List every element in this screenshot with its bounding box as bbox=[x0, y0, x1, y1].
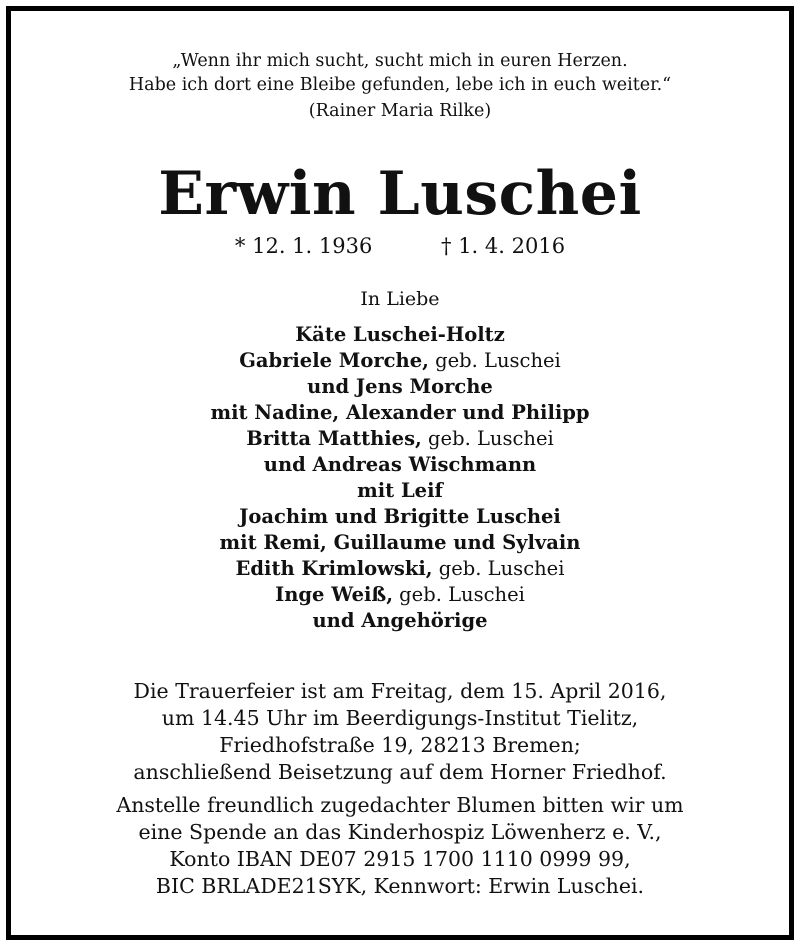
funeral-info bbox=[0, 678, 800, 786]
mourner-name: Britta Matthies, bbox=[246, 427, 422, 450]
funeral-info-line: Friedhofstraße 19, 28213 Bremen; bbox=[219, 733, 581, 757]
mourner-name: Gabriele Morche, bbox=[239, 349, 429, 372]
donation-info-line: Anstelle freundlich zugedachter Blumen bitten wir um bbox=[116, 793, 684, 817]
mourner-note: geb. Luschei bbox=[428, 349, 561, 372]
mourner-line bbox=[0, 556, 800, 582]
mourner-name: und Andreas Wischmann bbox=[263, 453, 537, 476]
mourner-line bbox=[0, 504, 800, 530]
donation-info bbox=[0, 792, 800, 900]
mourner-name: mit Remi, Guillaume und Sylvain bbox=[219, 531, 581, 554]
mourner-line bbox=[0, 400, 800, 426]
mourner-name: mit Nadine, Alexander und Philipp bbox=[210, 401, 590, 424]
mourner-name: Inge Weiß, bbox=[275, 583, 393, 606]
mourner-line bbox=[0, 582, 800, 608]
mourner-name: Edith Krimlowski, bbox=[235, 557, 433, 580]
mourner-name: und Jens Morche bbox=[307, 375, 493, 398]
quote-line: „Wenn ihr mich sucht, sucht mich in euren Herzen. bbox=[172, 51, 628, 71]
quote-line: Habe ich dort eine Bleibe gefunden, lebe ich in euch weiter.“ bbox=[128, 75, 672, 95]
mourner-line bbox=[0, 478, 800, 504]
mourner-name: und Angehörige bbox=[312, 609, 488, 632]
mourner-line bbox=[0, 608, 800, 634]
mourner-note: geb. Luschei bbox=[421, 427, 554, 450]
mourner-line bbox=[0, 426, 800, 452]
in-liebe-heading: In Liebe bbox=[360, 288, 440, 310]
mourners-list bbox=[0, 322, 800, 634]
rilke-quote bbox=[0, 49, 800, 123]
mourner-note: geb. Luschei bbox=[392, 583, 525, 606]
birth-date: * 12. 1. 1936 bbox=[234, 234, 373, 258]
mourner-line bbox=[0, 530, 800, 556]
mourner-line bbox=[0, 452, 800, 478]
mourner-name: Käte Luschei-Holtz bbox=[295, 323, 505, 346]
death-date: † 1. 4. 2016 bbox=[441, 234, 566, 258]
mourner-line bbox=[0, 322, 800, 348]
mourner-line bbox=[0, 374, 800, 400]
mourner-name: Joachim und Brigitte Luschei bbox=[239, 505, 561, 528]
life-dates bbox=[0, 232, 800, 260]
mourner-note: geb. Luschei bbox=[432, 557, 565, 580]
funeral-info-line: um 14.45 Uhr im Beerdigungs-Institut Tielitz, bbox=[161, 706, 639, 730]
quote-author: (Rainer Maria Rilke) bbox=[308, 101, 492, 121]
mourner-name: mit Leif bbox=[357, 479, 443, 502]
donation-info-line: Konto IBAN DE07 2915 1700 1110 0999 99, bbox=[169, 847, 631, 871]
mourner-line bbox=[0, 348, 800, 374]
donation-info-line: eine Spende an das Kinderhospiz Löwenherz e. V., bbox=[138, 820, 662, 844]
deceased-name: Erwin Luschei bbox=[158, 159, 642, 229]
funeral-info-line: anschließend Beisetzung auf dem Horner Friedhof. bbox=[133, 760, 667, 784]
funeral-info-line: Die Trauerfeier ist am Freitag, dem 15. April 2016, bbox=[133, 679, 667, 703]
donation-info-line: BIC BRLADE21SYK, Kennwort: Erwin Luschei. bbox=[155, 874, 645, 898]
